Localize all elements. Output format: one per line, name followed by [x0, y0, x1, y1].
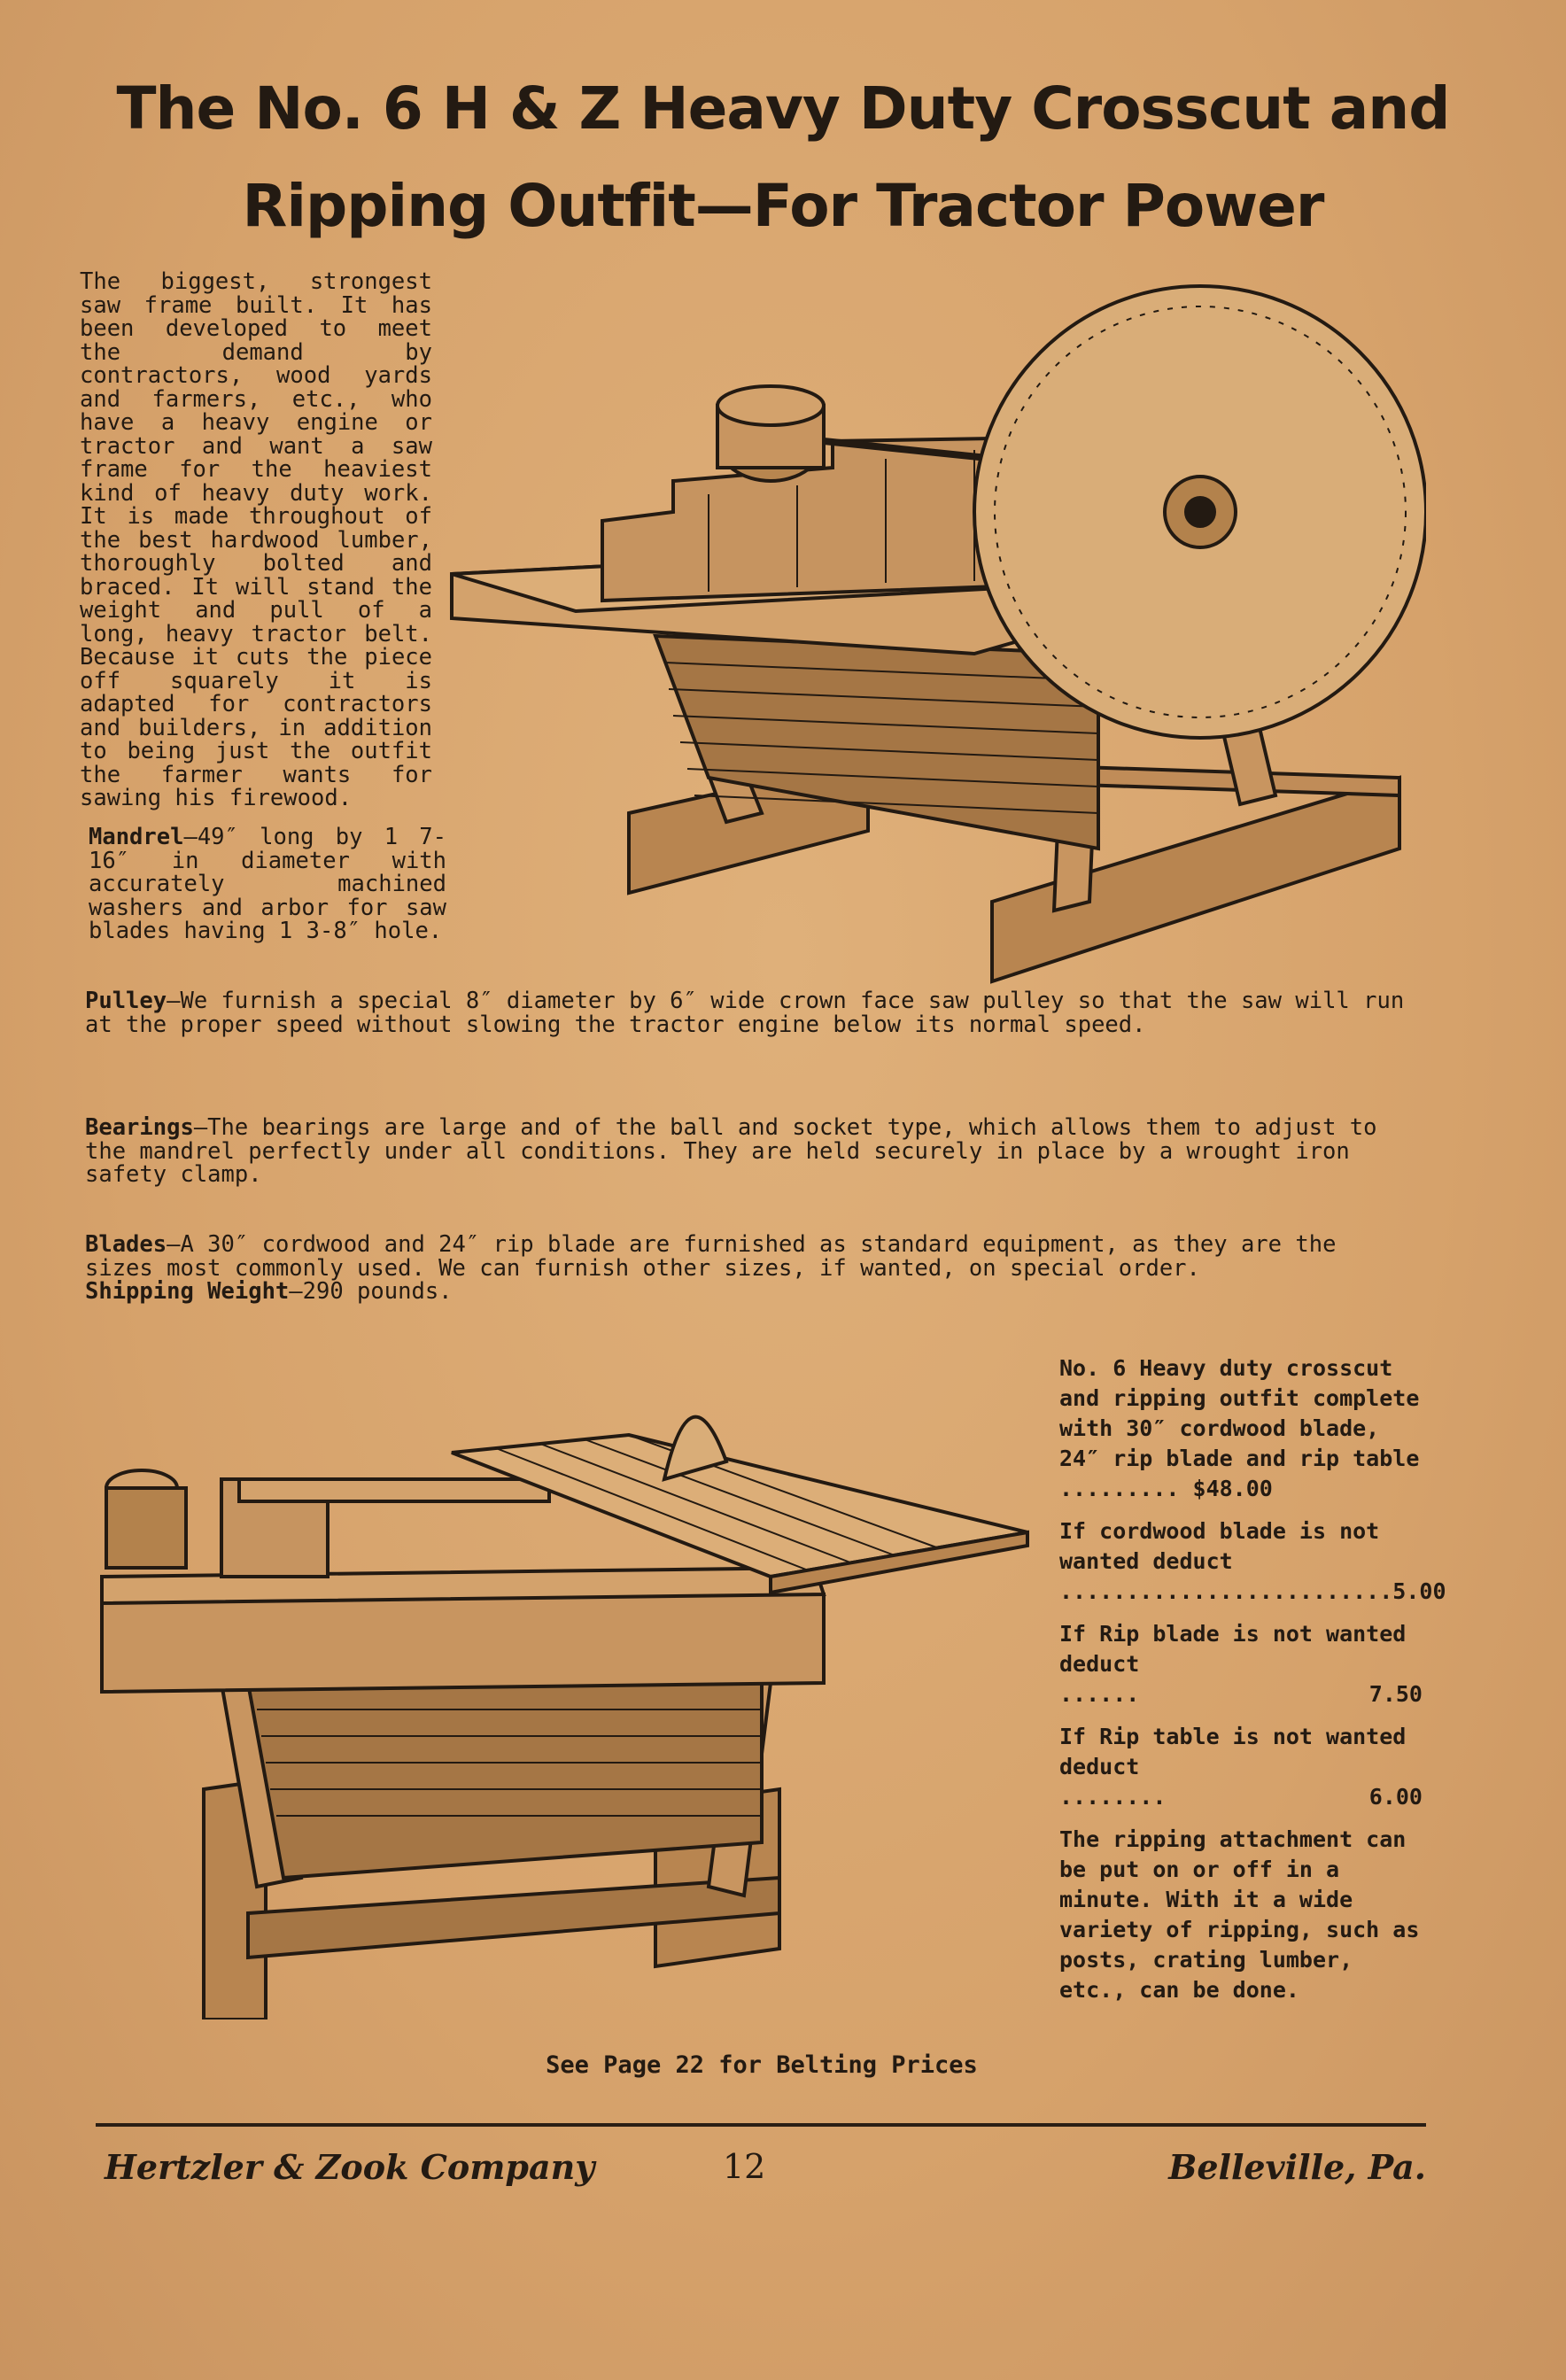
- shipping-text: —290 pounds.: [289, 1278, 453, 1305]
- price-complete: $48.00: [1192, 1476, 1273, 1501]
- price-item-rip-table-text: If Rip table is not wanted deduct: [1059, 1724, 1407, 1779]
- page-number: 12: [723, 2147, 766, 2186]
- blades-text: —A 30″ cordwood and 24″ rip blade are furnished as standard equipment, as they are the sizes most commonly used. We can furnish other sizes, if wanted, on special order.: [85, 1231, 1337, 1282]
- price-list: [1059, 1353, 1446, 2018]
- bearings-label: Bearings: [85, 1114, 194, 1141]
- footer-location: Belleville, Pa.: [1168, 2147, 1426, 2187]
- price-item-cordwood-text: If cordwood blade is not wanted deduct: [1059, 1518, 1380, 1574]
- title-line-2: Ripping Outfit—For Tractor Power: [242, 172, 1324, 240]
- title-line-1: The No. 6 H & Z Heavy Duty Crosscut and: [116, 74, 1450, 143]
- pulley-paragraph: [85, 989, 1414, 1036]
- crosscut-saw-illustration: [443, 282, 1426, 990]
- price-rip-blade: 7.50: [1368, 1681, 1423, 1707]
- price-item-rip-blade: If Rip blade is not wanted deduct ...... 7.50: [1059, 1619, 1423, 1709]
- ripping-attachment-note: The ripping attachment can be put on or off in a minute. With it a wide variety of ripping, such as posts, crating lumber, etc., can be done.: [1059, 1826, 1420, 2003]
- shipping-label: Shipping Weight: [85, 1278, 290, 1305]
- price-rip-table: 6.00: [1368, 1784, 1423, 1810]
- bearings-text: —The bearings are large and of the ball and socket type, which allows them to adjust to the mandrel perfectly under all conditions. They are held securely in place by a wrought iron safety clamp.: [85, 1114, 1377, 1188]
- price-item-rip-blade-text: If Rip blade is not wanted deduct: [1059, 1621, 1407, 1677]
- mandrel-label: Mandrel: [89, 824, 184, 850]
- page-title: [53, 60, 1513, 255]
- footer-divider: [96, 2123, 1426, 2127]
- price-item-cordwood: If cordwood blade is not wanted deduct ......................... 5.00: [1059, 1516, 1423, 1607]
- footer-company: Hertzler & Zook Company: [105, 2147, 595, 2187]
- bearings-paragraph: [85, 1116, 1414, 1187]
- ripping-outfit-illustration: [89, 1346, 1045, 2020]
- blades-label: Blades: [85, 1231, 167, 1258]
- pulley-label: Pulley: [85, 988, 167, 1014]
- see-page-note: See Page 22 for Belting Prices: [546, 2051, 978, 2079]
- blades-paragraph: [85, 1233, 1414, 1304]
- mandrel-text: —49″ long by 1 7-16″ in diameter with accurately machined washers and arbor for saw blades having 1 3-8″ hole.: [89, 824, 446, 944]
- mandrel-paragraph: [89, 826, 446, 943]
- price-item-complete: No. 6 Heavy duty crosscut and ripping outfit complete with 30″ cordwood blade, 24″ rip blade and rip table ......... $48.00: [1059, 1355, 1420, 1501]
- pulley-text: —We furnish a special 8″ diameter by 6″ wide crown face saw pulley so that the saw will run at the proper speed without slowing the tractor engine below its normal speed.: [85, 988, 1405, 1038]
- price-item-rip-table: If Rip table is not wanted deduct ........ 6.00: [1059, 1722, 1423, 1812]
- price-item-complete-text: No. 6 Heavy duty crosscut and ripping outfit complete with 30″ cordwood blade, 24″ rip blade and rip table: [1059, 1355, 1420, 1471]
- intro-paragraph: The biggest, strongest saw frame built. It has been developed to meet the demand by contractors, wood yards and farmers, etc., who have a heavy engine or tractor and want a saw frame for the heaviest kind of heavy duty work. It is made throughout of the best hardwood lumber, thoroughly bolted and braced. It will stand the weight and pull of a long, heavy tractor belt. Because it cuts the piece off squarely it is adapted for contractors and builders, in addition to being just the outfit the farmer wants for sawing his firewood.: [80, 268, 432, 811]
- price-cordwood: 5.00: [1392, 1578, 1446, 1604]
